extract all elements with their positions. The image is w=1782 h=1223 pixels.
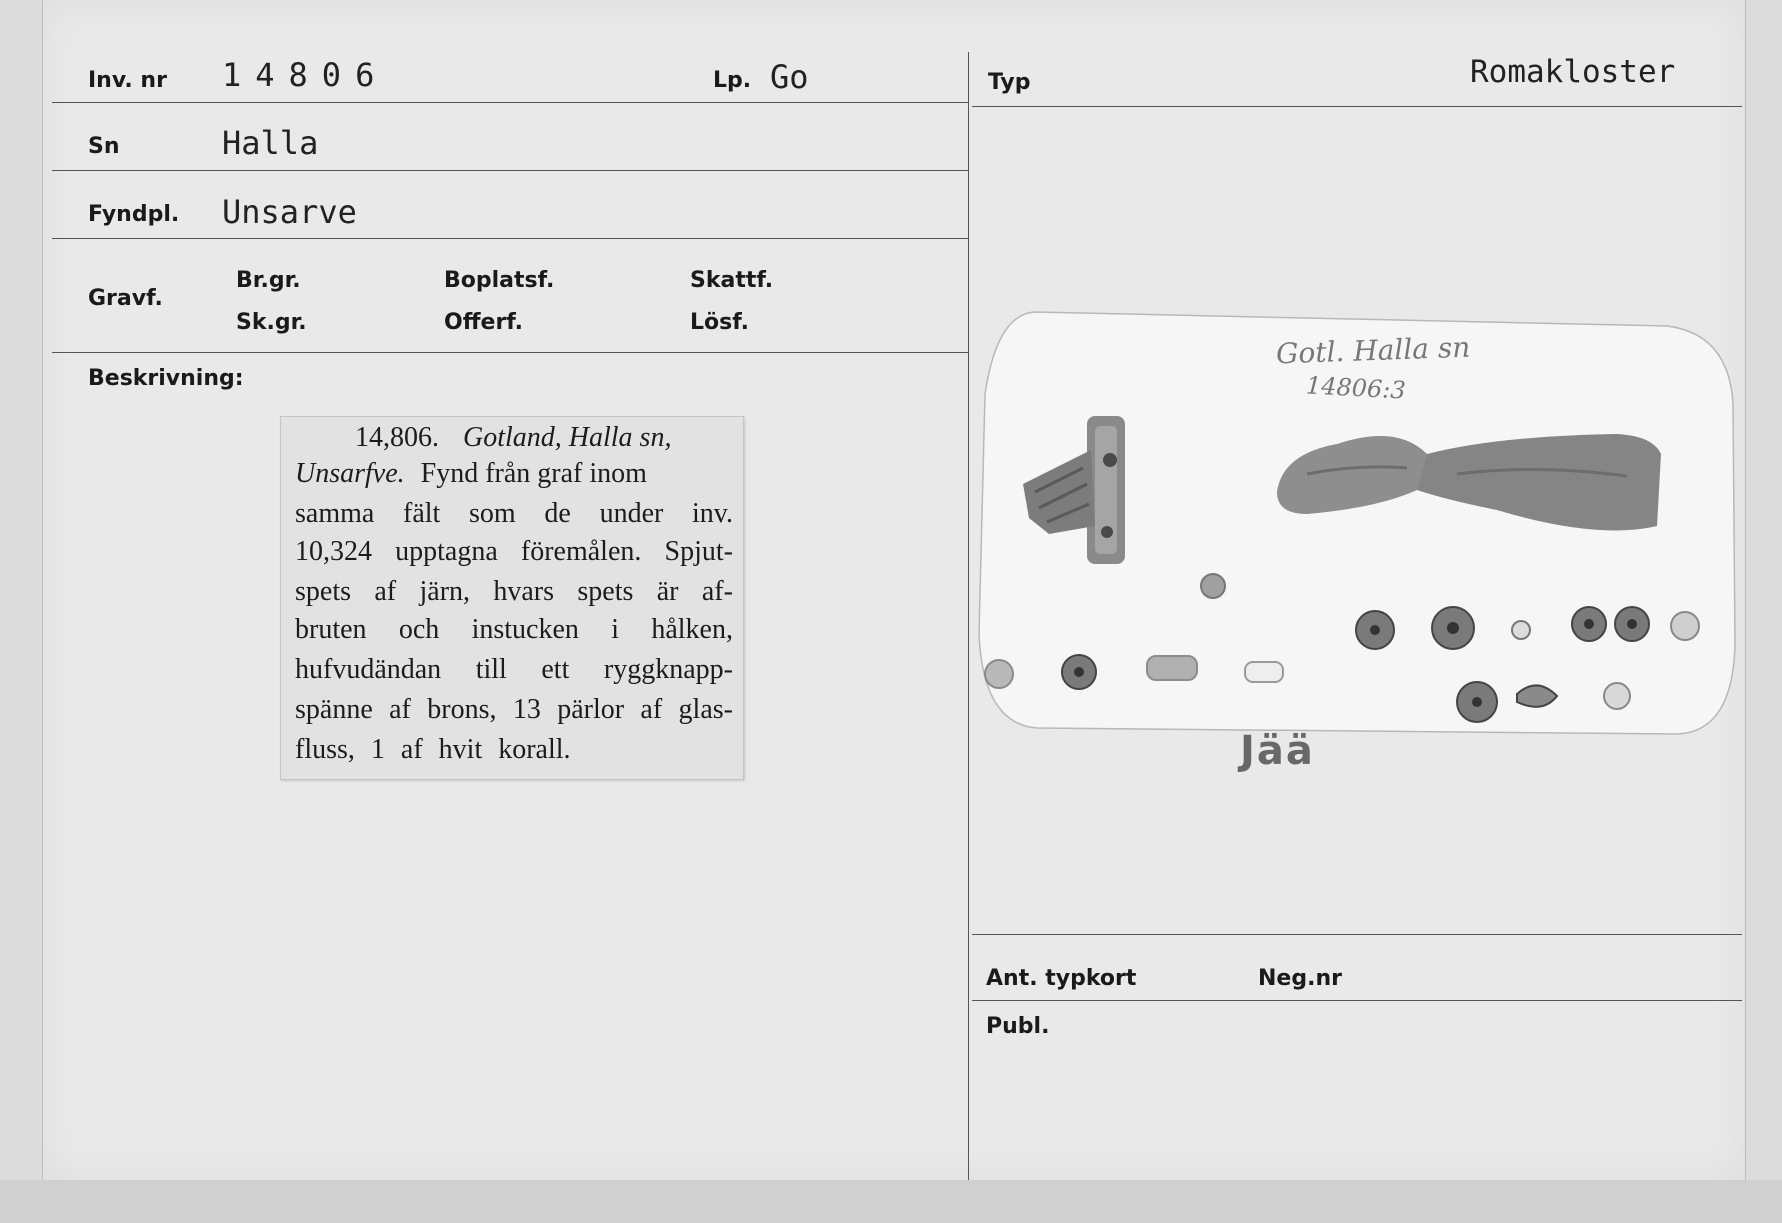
- clipping-word: hålken,: [651, 614, 733, 645]
- clipping-word: Fynd från graf inom: [420, 458, 647, 489]
- clipping-line-6: [295, 615, 733, 645]
- ant-typkort-label: Ant. typkort: [986, 966, 1137, 991]
- row-divider-typkort-top: [972, 934, 1742, 935]
- clipping-word: upptagna: [395, 536, 498, 567]
- clipping-word: hvit: [438, 734, 483, 765]
- clipping-word: är: [656, 576, 679, 607]
- clipping-word: pärlor: [557, 694, 625, 725]
- handwritten-number: 14806:3: [1305, 371, 1407, 405]
- clipping-word: de: [544, 498, 571, 529]
- clipping-word: fluss,: [295, 734, 355, 765]
- bead: [1245, 662, 1283, 682]
- clipping-word: Spjut-: [664, 536, 733, 567]
- row-divider-gravf: [52, 352, 968, 353]
- clipping-word: 14,806.: [355, 422, 439, 453]
- bead-hole: [1584, 619, 1594, 629]
- scan-background: [0, 1180, 1782, 1223]
- boplatsf-label: Boplatsf.: [444, 268, 555, 293]
- clipping-word: af: [374, 576, 397, 607]
- fyndpl-label: Fyndpl.: [88, 202, 180, 227]
- clipping-line-8: [295, 695, 733, 725]
- artifact-photo: [977, 304, 1737, 736]
- clipping-word: spets: [577, 576, 634, 607]
- clipping-line-5: [295, 577, 733, 607]
- clipping-word: under: [599, 498, 664, 529]
- stamp-mark: Jää: [1240, 728, 1315, 774]
- clipping-word: af-: [701, 576, 733, 607]
- lp-label: Lp.: [713, 68, 752, 93]
- clipping-line-3: [295, 499, 733, 529]
- publ-label: Publ.: [986, 1014, 1050, 1039]
- clipping-line-9: [295, 735, 733, 765]
- clipping-word: spänne: [295, 694, 373, 725]
- description-clipping: [280, 416, 744, 780]
- typ-label: Typ: [988, 70, 1031, 95]
- clipping-word: järn,: [419, 576, 471, 607]
- row-divider-sn: [52, 170, 968, 171]
- clipping-word: af: [389, 694, 411, 725]
- bead: [1512, 621, 1530, 639]
- clipping-word: Unsarfve.: [295, 458, 405, 489]
- clipping-line-7: [295, 655, 733, 685]
- row-divider-inv: [52, 102, 968, 103]
- gravf-label: Gravf.: [88, 286, 163, 311]
- clipping-word: ryggknapp-: [603, 654, 733, 685]
- clipping-word: brons,: [427, 694, 497, 725]
- bead-hole: [1472, 697, 1482, 707]
- bead: [1604, 683, 1630, 709]
- clipping-word: bruten: [295, 614, 367, 645]
- bead-hole: [1627, 619, 1637, 629]
- bead: [985, 660, 1013, 688]
- bead: [1201, 574, 1225, 598]
- handwritten-location: Gotl. Halla sn: [1275, 330, 1471, 371]
- offerf-label: Offerf.: [444, 310, 524, 335]
- clipping-word: som: [469, 498, 516, 529]
- clipping-word: korall.: [498, 734, 571, 765]
- clipping-word: samma: [295, 498, 375, 529]
- skattf-label: Skattf.: [690, 268, 774, 293]
- inv-nr-label: Inv. nr: [88, 68, 167, 93]
- inv-nr-value: 14806: [222, 56, 389, 94]
- lp-value: Go: [770, 58, 809, 96]
- neg-nr-label: Neg.nr: [1258, 966, 1342, 991]
- brgr-label: Br.gr.: [236, 268, 301, 293]
- clipping-line-4: [295, 537, 733, 567]
- clipping-word: ett: [541, 654, 570, 685]
- bead-hole: [1447, 622, 1459, 634]
- clipping-word: i: [611, 614, 619, 645]
- clipping-word: 10,324: [295, 536, 372, 567]
- row-divider-fyndpl: [52, 238, 968, 239]
- clipping-word: spets: [295, 576, 351, 607]
- clipping-word: instucken: [471, 614, 579, 645]
- clipping-word: af: [640, 694, 663, 725]
- clipping-word: fält: [403, 498, 441, 529]
- clipping-word: Gotland, Halla sn,: [463, 422, 672, 453]
- beskrivning-label: Beskrivning:: [88, 366, 244, 391]
- clipping-word: föremålen.: [520, 536, 642, 567]
- coral-bead: [1147, 656, 1197, 680]
- clipping-word: 13: [512, 694, 541, 725]
- clipping-line-2: [295, 459, 733, 489]
- clipping-word: inv.: [692, 498, 733, 529]
- clipping-word: af: [400, 734, 423, 765]
- clipping-word: till: [475, 654, 507, 685]
- clipping-word: och: [398, 614, 440, 645]
- clipping-word: hvars: [493, 576, 555, 607]
- row-divider-typ: [972, 106, 1742, 107]
- losf-label: Lösf.: [690, 310, 749, 335]
- clipping-word: hufvudändan: [295, 654, 442, 685]
- fyndpl-value: Unsarve: [222, 193, 357, 231]
- skgr-label: Sk.gr.: [236, 310, 307, 335]
- row-divider-publ: [972, 1000, 1742, 1001]
- clipping-line-1: [295, 423, 733, 453]
- sn-label: Sn: [88, 134, 120, 159]
- sn-value: Halla: [222, 124, 319, 162]
- bead-hole: [1370, 625, 1380, 635]
- clipping-word: 1: [370, 734, 385, 765]
- typ-value: Romakloster: [1470, 54, 1676, 90]
- center-divider: [968, 52, 969, 1180]
- bead-hole: [1074, 667, 1084, 677]
- bead: [1671, 612, 1699, 640]
- clipping-word: glas-: [678, 694, 733, 725]
